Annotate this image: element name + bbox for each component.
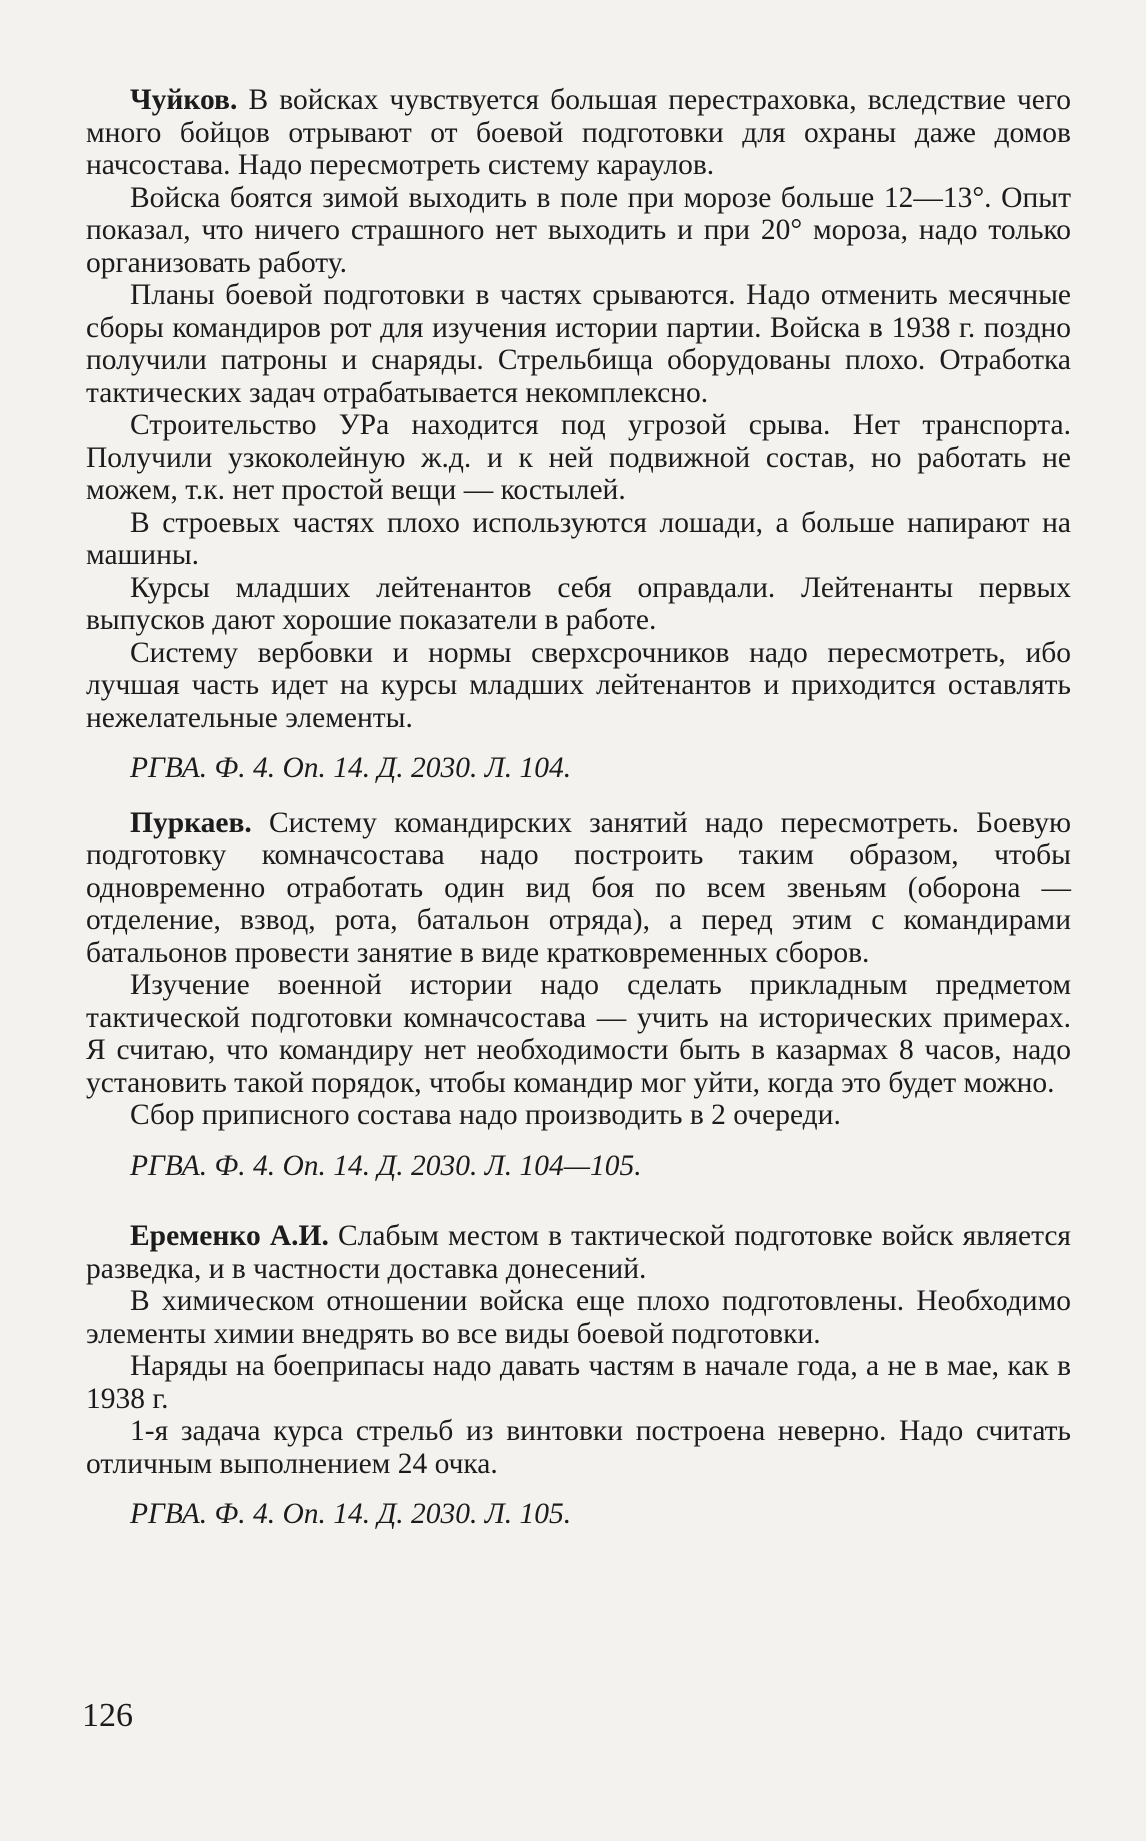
paragraph: 1-я задача курса стрельб из винтовки построена неверно. Надо считать отличным выполнением 24 очка. — [86, 1415, 1071, 1480]
speaker-name: Еременко А.И. — [130, 1220, 329, 1252]
paragraph: Строительство УРа находится под угрозой срыва. Нет транспорта. Получили узкоколейную ж.д. и к ней подвижной состав, но работать не можем, т.к. нет простой вещи — костылей. — [86, 409, 1071, 506]
paragraph: Пуркаев. Систему командирских занятий надо пересмотреть. Боевую подготовку комначсостава надо построить таким образом, чтобы одновременно отработать один вид боя по всем звеньям (оборона — отделение, взвод, рота, батальон отряда), а перед этим с командирами батальонов провести занятие в виде кратковременных сборов. — [86, 806, 1071, 969]
archive-source: РГВА. Ф. 4. Оп. 14. Д. 2030. Л. 105. — [130, 1498, 572, 1530]
paragraph: Изучение военной истории надо сделать прикладным предметом тактической подготовки комначсостава — учить на исторических примерах. Я считаю, что командиру нет необходимости быть в казармах 8 часов, надо установить такой порядок, чтобы командир мог уйти, когда это будет можно. — [86, 969, 1071, 1099]
page-number: 126 — [82, 1697, 133, 1734]
paragraph: В химическом отношении войска еще плохо подготовлены. Необходимо элементы химии внедрять во все виды боевой подготовки. — [86, 1285, 1071, 1350]
speaker-name: Чуйков. — [130, 84, 238, 116]
paragraph: Систему вербовки и нормы сверхсрочников надо пересмотреть, ибо лучшая часть идет на курсы младших лейтенантов и приходится оставлять нежелательные элементы. — [86, 636, 1071, 734]
page-content — [86, 84, 1071, 1553]
paragraph: Курсы младших лейтенантов себя оправдали. Лейтенанты первых выпусков дают хорошие показатели в работе. — [86, 571, 1071, 636]
paragraph: В строевых частях плохо используются лошади, а больше напирают на машины. — [86, 506, 1071, 571]
paragraph: Чуйков. В войсках чувствуется большая перестраховка, вследствие чего много бойцов отрывают от боевой подготовки для охраны даже домов начсостава. Надо пересмотреть систему караулов. — [86, 84, 1071, 181]
section-gap — [86, 1204, 1071, 1220]
archive-source: РГВА. Ф. 4. Оп. 14. Д. 2030. Л. 104—105. — [130, 1149, 642, 1182]
paragraph: Войска боятся зимой выходить в поле при морозе больше 12—13°. Опыт показал, что ничего страшного нет выходить и при 20° мороза, надо только организовать работу. — [86, 181, 1071, 279]
archive-source: РГВА. Ф. 4. Оп. 14. Д. 2030. Л. 104. — [130, 752, 572, 784]
paragraph: Наряды на боеприпасы надо давать частям в начале года, а не в мае, как в 1938 г. — [86, 1350, 1071, 1415]
paragraph: Сбор приписного состава надо производить в 2 очереди. — [130, 1099, 841, 1131]
speaker-name: Пуркаев. — [130, 806, 252, 839]
paragraph: Планы боевой подготовки в частях срываются. Надо отменить месячные сборы командиров рот для изучения истории партии. Войска в 1938 г. поздно получили патроны и снаряды. Стрельбища оборудованы плохо. Отработка тактических задач отрабатывается некомплексно. — [86, 279, 1071, 409]
paragraph: Еременко А.И. Слабым местом в тактической подготовке войск является разведка, и в частности доставка донесений. — [86, 1220, 1071, 1285]
